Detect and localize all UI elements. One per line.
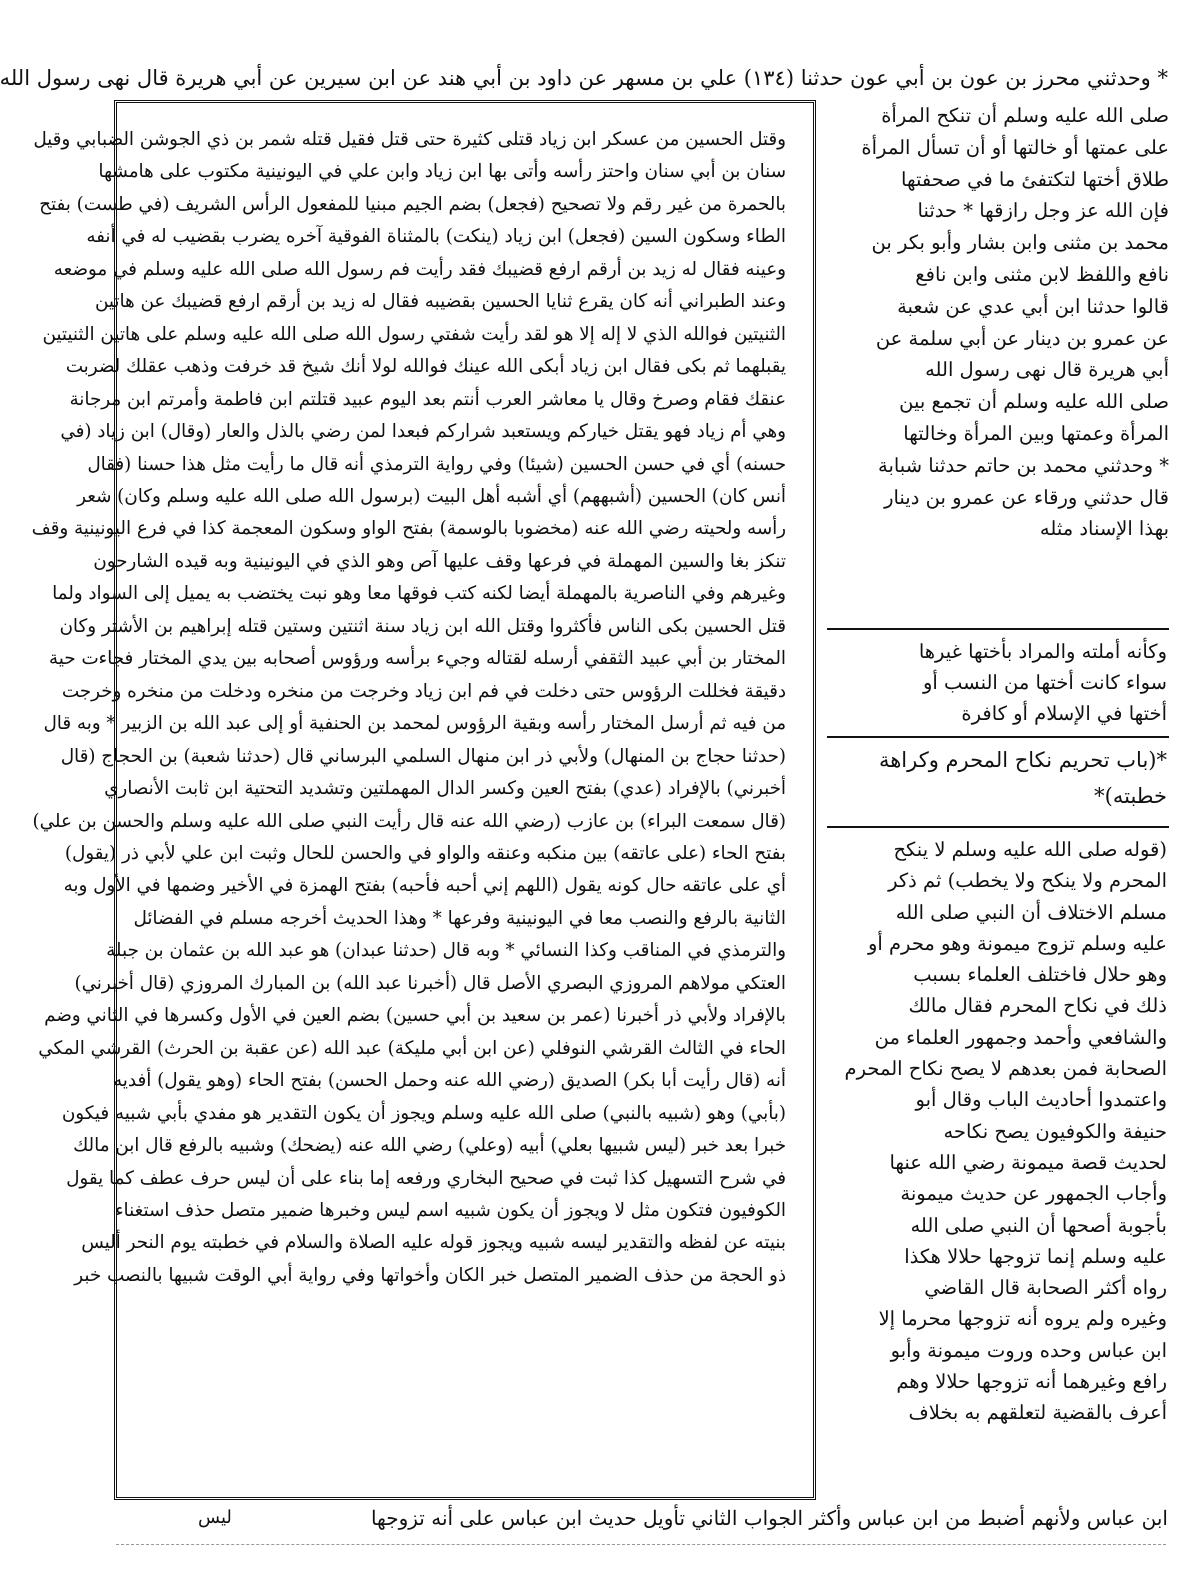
main-text-line: والترمذي في المناقب وكذا النسائي * وبه قال (حدثنا عبدان) هو عبد الله بن عثمان بن جبلة <box>106 940 786 962</box>
side-divider-3 <box>827 826 1169 828</box>
side-hadith-line: قالوا حدثنا ابن أبي عدي عن شعبة <box>897 294 1169 318</box>
main-text-line: في شرح التسهيل كذا ثبت في صحيح البخاري ورفعه إما بناء على أن ليس حرف عطف كما يقول <box>66 1167 786 1189</box>
side-sharh-line: رواه أكثر الصحابة قال القاضي <box>924 1276 1167 1300</box>
side-divider-2 <box>827 736 1169 738</box>
side-hadith-line: محمد بن مثنى وابن بشار وأبو بكر بن <box>871 231 1169 255</box>
side-sharh-line: أعرف بالقضية لتعلقهم به بخلاف <box>908 1401 1167 1425</box>
side-sharh-line: مسلم الاختلاف أن النبي صلى الله <box>895 900 1167 924</box>
main-text-line: (بأبي) وهو (شبيه بالنبي) صلى الله عليه وسلم ويجوز أن يكون التقدير هو مفدي بأبي شبيه فيكون <box>61 1102 786 1124</box>
main-text-line: أي على عاتقه حال كونه يقول (اللهم إني أحبه فأحبه) بفتح الهمزة في الأخير وضمها في الأول وبه <box>63 875 786 897</box>
side-sharh-line: المحرم ولا ينكح ولا يخطب) ثم ذكر <box>888 869 1167 893</box>
main-text-line: بفتح الحاء (على عاتقه) بين منكبه وعنقه والواو في والحسن للحال وثبت ابن علي لأبي ذر (يقول) <box>64 842 786 864</box>
main-text-line: وهي أم زياد فهو يقتل خياركم ويستعبد شراركم فبعدا لمن رضي بالذل والعار (وقال) ابن زياد (في <box>60 421 786 443</box>
main-text-line: الطاء وسكون السين (فجعل) ابن زياد (ينكت) بالمثناة الفوقية آخره يضرب بقضيب له في أنفه <box>86 226 786 248</box>
side-hadith-line: * وحدثني محمد بن حاتم حدثنا شبابة <box>877 453 1169 477</box>
chapter-heading <box>832 742 1167 818</box>
chapter-heading-line: *(باب تحريم نكاح المحرم وكراهة <box>878 748 1167 772</box>
main-text-line: رأسه ولحيته رضي الله عنه (مخضوبا بالوسمة) بفتح الواو وسكون المعجمة كذا في فرع اليونينية وقف <box>31 518 786 540</box>
side-note-line: وكأنه أملته والمراد بأختها غيرها <box>918 640 1167 663</box>
side-note-line: أختها في الإسلام أو كافرة <box>961 702 1167 725</box>
side-hadith-line: المرأة وعمتها وبين المرأة وخالتها <box>903 421 1169 445</box>
side-sharh-line: وأجاب الجمهور عن حديث ميمونة <box>900 1182 1167 1206</box>
page-header-line: * وحدثني محرز بن عون بن أبي عون حدثنا (١٣٤) علي بن مسهر عن داود بن أبي هند عن ابن سيرين عن أبي هريرة قال نهى رسول الله <box>0 66 1168 90</box>
side-sharh-line: لحديث قصة ميمونة رضي الله عنها <box>889 1150 1167 1174</box>
side-hadith-line: صلى الله عليه وسلم أن تجمع بين <box>899 390 1169 414</box>
page-footer-line: ابن عباس ولأنهم أضبط من ابن عباس وأكثر الجواب الثاني تأويل حديث ابن عباس على أنه تزوجها <box>370 1506 1168 1530</box>
main-text-line: أخبرني) بالإفراد (عدي) بفتح العين وكسر الدال المهملتين وتشديد التحتية ابن ثابت الأنصاري <box>104 778 786 800</box>
side-sharh-line: (قوله صلى الله عليه وسلم لا ينكح <box>893 838 1167 861</box>
main-text-line: (قال سمعت البراء) بن عازب (رضي الله عنه قال رأيت النبي صلى الله عليه وسلم والحسن بن علي) <box>32 810 786 832</box>
main-text-line: أنس كان) الحسين (أشبههم) أي أشبه أهل البيت (برسول الله صلى الله عليه وسلم وكان) شعر <box>77 485 786 507</box>
main-text-line: بالحمرة من غير رقم ولا تصحيح (فجعل) بضم الجيم مبنيا للمفعول الرأس الشريف (في طست) بفتح <box>39 193 786 215</box>
main-text-line: وغيرهم وفي الناصرية بالمهملة أيضا لكنه كتب فوقها معا وهو نبت يختضب به يميل إلى السواد ولما <box>52 583 786 605</box>
main-text-line: وعينه فقال له زيد بن أرقم ارفع قضيبك فقد رأيت فم رسول الله صلى الله عليه وسلم في موضعه <box>53 258 786 280</box>
side-note-line: سواء كانت أختها من النسب أو <box>923 671 1167 694</box>
side-hadith-line: بهذا الإسناد مثله <box>1039 517 1169 541</box>
side-sharh-line: والشافعي وأحمد وجمهور العلماء من <box>874 1025 1167 1049</box>
main-text-line: حسنه) أي في حسن الحسين (شيئا) وفي رواية الترمذي أنه قال ما رأيت مثل هذا حسنا (فقال <box>87 453 786 475</box>
side-sharh-line: بأجوبة أصحها أن النبي صلى الله <box>910 1213 1167 1237</box>
main-text-line: دقيقة فخللت الرؤوس حتى دخلت في فم ابن زياد وخرجت من منخره ودخلت من منخره وخرجت <box>61 680 786 702</box>
main-text-line: ذو الحجة من حذف الضمير المتصل خبر الكان وأخواتها وفي رواية أبي الوقت شبيها بالنصب خبر <box>74 1264 786 1286</box>
catchword: ليس <box>198 1507 232 1528</box>
side-sharh-line: وهو حلال فاختلف العلماء بسبب <box>913 963 1167 987</box>
side-sharh-line: واعتمدوا أحاديث الباب وقال أبو <box>915 1088 1167 1112</box>
main-text-line: الكوفيون فتكون مثل لا ويجوز أن يكون شبيه اسم ليس وخبرها ضمير متصل حذف استغناء <box>114 1199 786 1221</box>
side-sharh-line: رافع وغيرهما أنه تزوجها حلالا وهم <box>896 1370 1167 1394</box>
main-commentary-text <box>31 124 786 1476</box>
main-text-line: المختار بن أبي عبيد الثقفي أرسله لقتاله وجيء برأسه ورؤوس أصحابه بين يدي المختار فجاءت حية <box>48 648 786 670</box>
main-text-line: سنان بن أبي سنان واحتز رأسه وأتى بها ابن زياد وابن علي في اليونينية مكتوب على هامشها <box>98 161 786 183</box>
main-text-line: العتكي مولاهم المروزي البصري الأصل قال (أخبرنا عبد الله) بن المبارك المروزي (قال أخبرني) <box>74 972 786 994</box>
main-text-line: وعند الطبراني أنه كان يقرع ثنايا الحسين بقضيبه فقال له زيد بن أرقم ارفع قضيبك عن هاتين <box>94 291 786 313</box>
side-sharh-line: ابن عباس وحده وروت ميمونة وأبو <box>890 1338 1167 1362</box>
side-sharh-line: ذلك في نكاح المحرم فقال مالك <box>908 994 1167 1018</box>
side-note-text <box>832 636 1167 732</box>
main-text-line: (حدثنا حجاج بن المنهال) ولأبي ذر ابن منهال السلمي البرساني قال (حدثنا شعبة) بن الحجاج (قال <box>60 745 786 767</box>
side-hadith-line: فإن الله عز وجل رازقها * حدثنا <box>917 199 1169 223</box>
main-text-line: بنيته عن لفظه والتقدير ليسه شبيه ويجوز قوله عليه الصلاة والسلام في خطبته يوم النحر أليس <box>81 1232 786 1254</box>
side-hadith-line: طلاق أختها لتكتفئ ما في صحفتها <box>901 167 1169 191</box>
side-divider-1 <box>827 628 1169 630</box>
main-text-line: الثنيتين فوالله الذي لا إله إلا هو لقد رأيت شفتي رسول الله صلى الله عليه وسلم على هاتين الثنيتين <box>42 323 786 345</box>
side-hadith-line: أبي هريرة قال نهى رسول الله <box>925 358 1169 382</box>
main-text-line: من فيه ثم أرسل المختار رأسه وبقية الرؤوس لمحمد بن الحنفية أو إلى عبد الله بن الزبير * وبه قال <box>43 713 786 735</box>
chapter-heading-line: خطبته)* <box>1094 784 1167 808</box>
main-text-line: خبرا بعد خبر (ليس شبيها بعلي) أبيه (وعلي) رضي الله عنه (يضحك) وشبيه بالرفع قال ابن مالك <box>73 1135 786 1157</box>
side-sharh-line: الصحابة فمن بعدهم لا يصح نكاح المحرم <box>844 1057 1167 1081</box>
bottom-edge-rule <box>116 1544 1166 1545</box>
side-sharh-text <box>832 834 1167 1500</box>
side-hadith-line: نافع واللفظ لابن مثنى وابن نافع <box>915 262 1169 286</box>
side-hadith-line: على عمتها أو خالتها أو أن تسأل المرأة <box>861 135 1169 159</box>
main-text-line: عنقك فقام وصرخ وقال يا معاشر العرب أنتم بعد اليوم عبيد قتلتم ابن فاطمة وأمرتم ابن مرجانة <box>69 388 786 410</box>
main-text-line: أنه (قال رأيت أبا بكر) الصديق (رضي الله عنه وحمل الحسن) بفتح الحاء (وهو يقول) أفديه <box>113 1070 786 1092</box>
side-sharh-line: عليه وسلم تزوج ميمونة وهو محرم أو <box>867 931 1167 955</box>
main-text-line: الثانية بالرفع والنصب معا في اليونينية وفرعها * وهذا الحديث أخرجه مسلم في الفضائل <box>133 907 786 929</box>
main-text-line: وقتل الحسين من عسكر ابن زياد قتلى كثيرة حتى قتل فقيل قتله شمر بن ذي الجوشن الضبابي وقيل <box>33 129 786 150</box>
side-sharh-line: حنيفة والكوفيون يصح نكاحه <box>943 1119 1167 1143</box>
side-hadith-text <box>831 100 1169 630</box>
main-text-line: بالإفراد ولأبي ذر أخبرنا (عمر بن سعيد بن أبي حسين) بضم العين في الأول وكسرها في الثاني وضم <box>44 1005 786 1027</box>
side-hadith-line: عن عمرو بن دينار عن أبي سلمة عن <box>875 326 1169 350</box>
side-hadith-line: صلى الله عليه وسلم أن تنكح المرأة <box>881 104 1169 127</box>
main-text-line: الحاء في الثالث القرشي النوفلي (عن ابن أبي مليكة) عبد الله (عن عقبة بن الحرث) القرشي المكي <box>38 1037 786 1059</box>
side-sharh-line: عليه وسلم إنما تزوجها حلالا هكذا <box>904 1244 1167 1268</box>
main-text-line: يقبلهما ثم بكى فقال ابن زياد أبكى الله عينك فوالله لولا أنك شيخ قد خرفت وذهب عقلك لضربت <box>65 356 786 378</box>
side-hadith-line: قال حدثني ورقاء عن عمرو بن دينار <box>884 485 1169 509</box>
main-text-line: قتل الحسين بكى الناس فأكثروا وقتل الله ابن زياد سنة اثنتين وستين قتله إبراهيم بن الأشتر وكان <box>59 615 786 637</box>
main-text-line: تنكز بغا والسين المهملة في فرعها وقف عليها آص وهو الذي في اليونينية وبه قيده الشارحون <box>93 550 786 572</box>
side-sharh-line: وغيره ولم يروه أنه تزوجها محرما إلا <box>878 1307 1167 1331</box>
